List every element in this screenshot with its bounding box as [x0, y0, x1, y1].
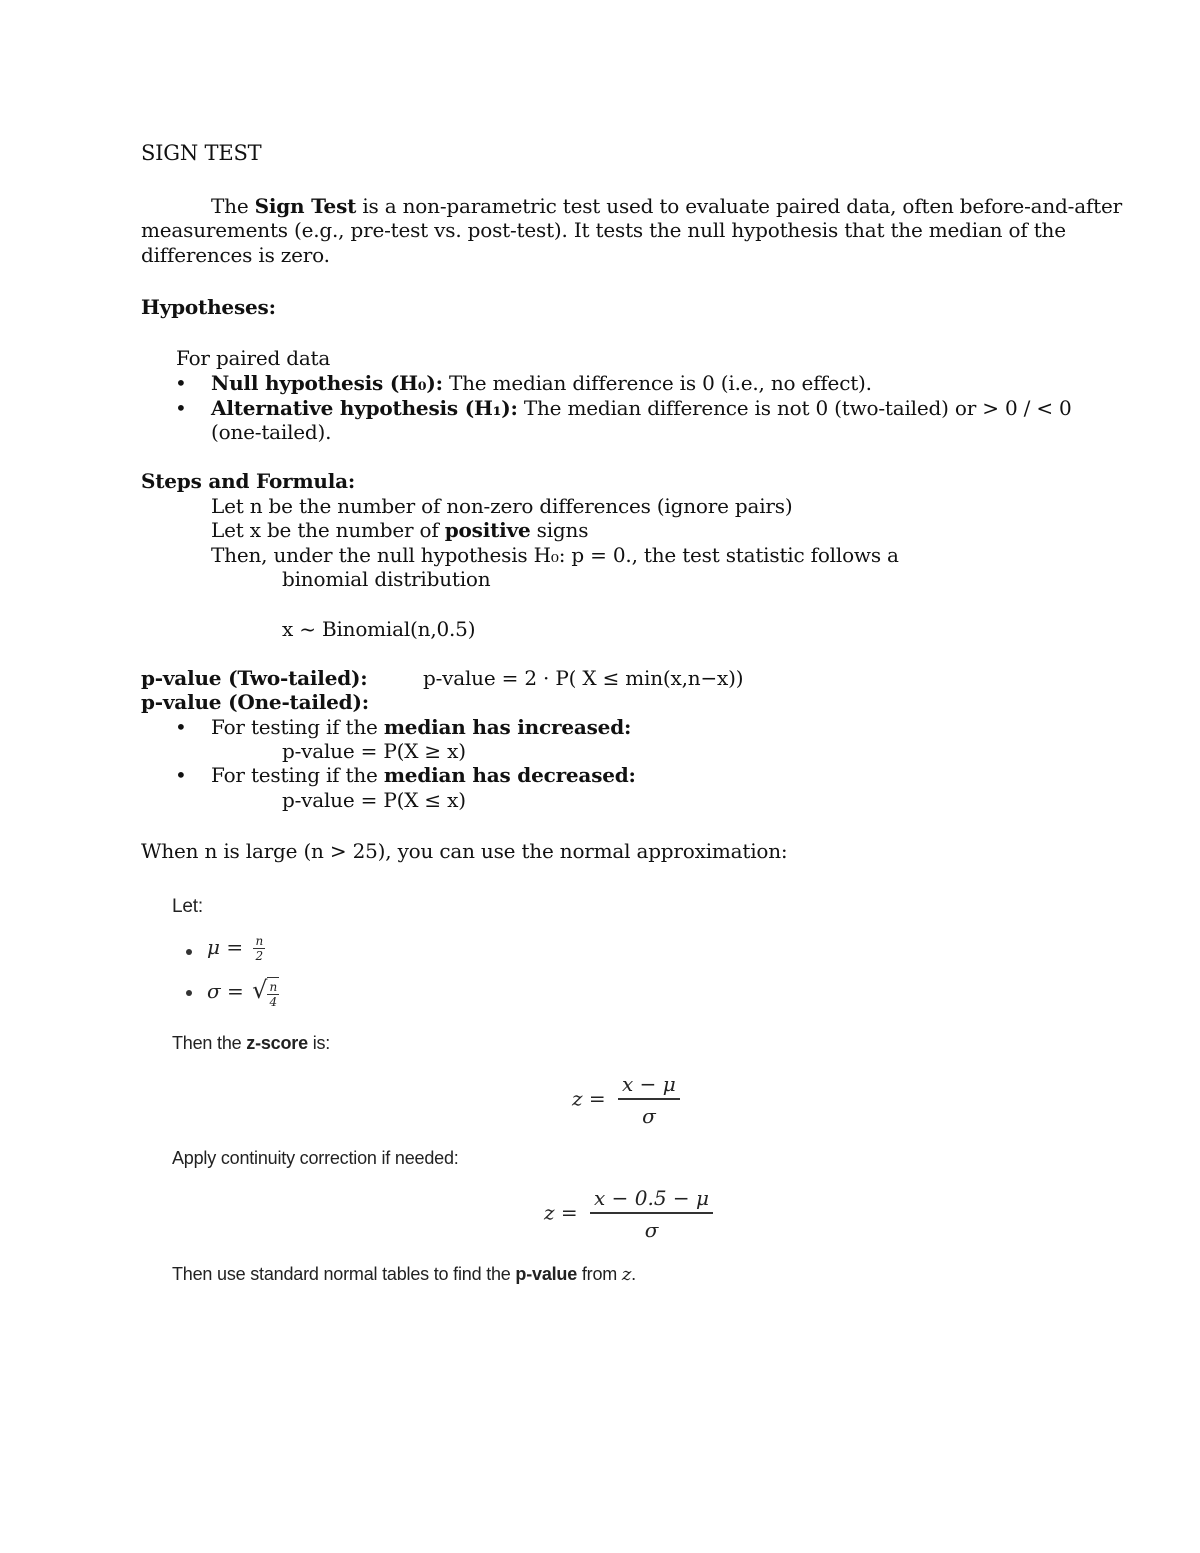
hypotheses-lead: For paired data: [176, 346, 331, 370]
bullet-icon: [186, 990, 192, 996]
decrease-formula: p-value = P(X ≤ x): [282, 788, 466, 812]
alternative-hypothesis: Alternative hypothesis (H₁): The median difference is not 0 (two-tailed) or > 0 / < 0: [211, 396, 1072, 420]
z-corrected-formula: z = $\frac{x - 0.5 - \mu}{\sigma}$: [544, 1186, 713, 1242]
bullet-icon: •: [175, 715, 187, 739]
pvalue-one-tailed-label: p-value (One-tailed):: [141, 690, 369, 714]
let-label: Let:: [172, 896, 203, 917]
steps-line-4: binomial distribution: [282, 567, 491, 591]
increase-formula: p-value = P(X ≥ x): [282, 739, 466, 763]
binomial-formula: x ~ Binomial(n,0.5): [282, 617, 476, 641]
bullet-icon: [186, 949, 192, 955]
hypotheses-heading: Hypotheses:: [141, 295, 276, 319]
pvalue-two-tailed-label: p-value (Two-tailed):: [141, 666, 368, 690]
null-hypothesis: Null hypothesis (H₀): The median difference is 0 (i.e., no effect).: [211, 371, 872, 395]
intro-line-2: measurements (e.g., pre-test vs. post-test). It tests the null hypothesis that the median of the: [141, 218, 1066, 242]
bullet-icon: •: [175, 371, 187, 395]
decrease-test: For testing if the median has decreased:: [211, 763, 636, 787]
steps-line-1: Let n be the number of non-zero differences (ignore pairs): [211, 494, 793, 518]
z-score-intro: Then the z-score is:: [172, 1033, 331, 1053]
bullet-icon: •: [175, 763, 187, 787]
intro-line-1: The Sign Test is a non-parametric test used to evaluate paired data, often before-and-after: [211, 194, 1122, 218]
final-instruction: Then use standard normal tables to find the p-value from z.: [172, 1264, 636, 1285]
mu-formula: μ = $\frac{n}{2}$: [207, 934, 264, 963]
continuity-correction-intro: Apply continuity correction if needed:: [172, 1148, 459, 1168]
steps-line-2: Let x be the number of positive signs: [211, 518, 589, 542]
increase-test: For testing if the median has increased:: [211, 715, 632, 739]
pvalue-two-tailed-formula: p-value = 2 · P( X ≤ min(x,n−x)): [423, 666, 744, 690]
normal-intro: When n is large (n > 25), you can use the normal approximation:: [141, 839, 788, 863]
document-title: SIGN TEST: [141, 141, 262, 165]
sigma-formula: σ = √ $\frac{n}{4}$: [207, 976, 278, 1009]
bullet-icon: •: [175, 396, 187, 420]
z-score-formula: z = $\frac{x - \mu}{\sigma}$: [572, 1072, 680, 1128]
alternative-hypothesis-cont: (one-tailed).: [211, 420, 332, 444]
steps-heading: Steps and Formula:: [141, 469, 356, 493]
intro-line-3: differences is zero.: [141, 243, 330, 267]
steps-line-3: Then, under the null hypothesis H₀: p = 0., the test statistic follows a: [211, 543, 899, 567]
